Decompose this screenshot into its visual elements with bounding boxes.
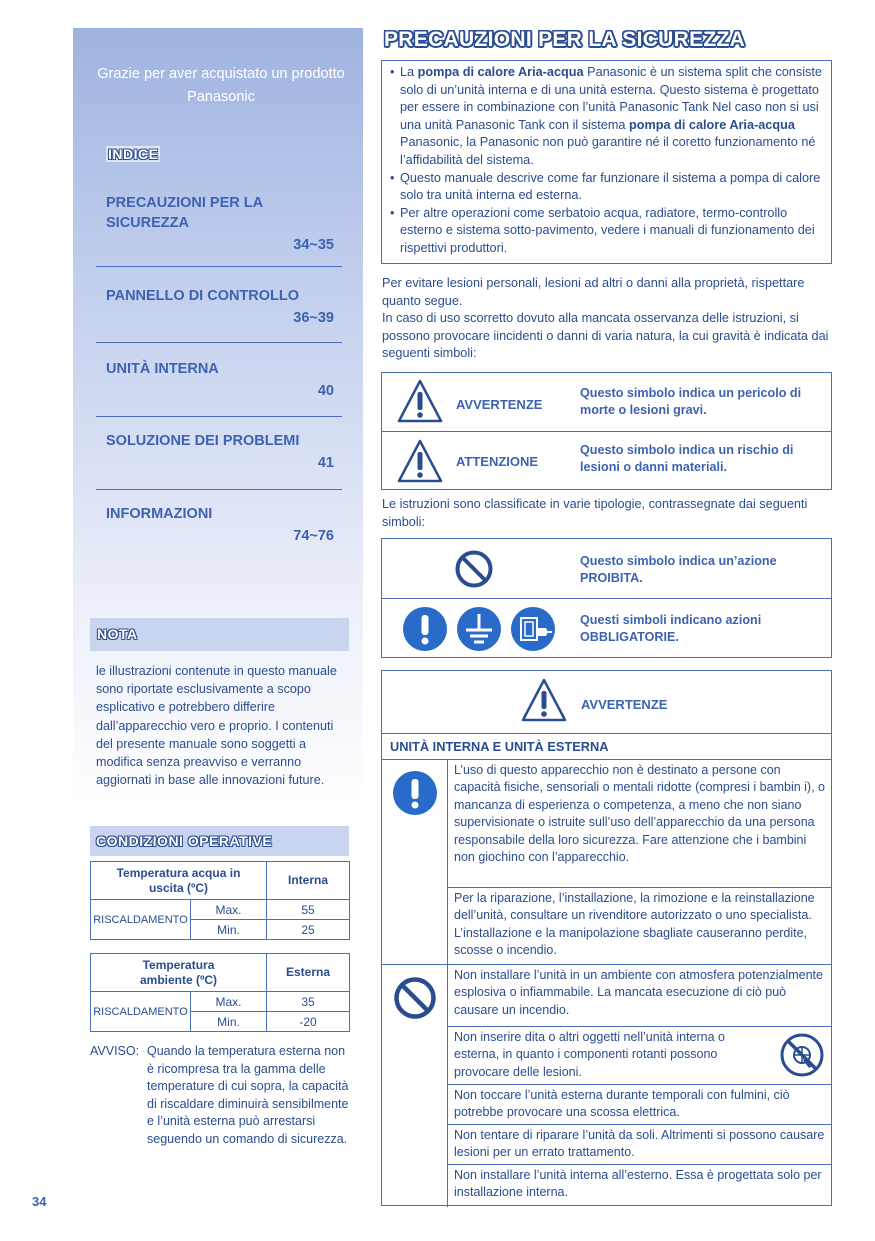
toc-pages: 34~35: [293, 237, 334, 253]
toc-divider: [96, 489, 342, 490]
toc-title: INFORMAZIONI: [106, 506, 213, 522]
table-cell-mode: RISCALDAMENTO: [91, 900, 191, 940]
symbol-row: [382, 539, 831, 599]
warning-item: L’uso di questo apparecchio non è destinato a persone con capacità fisiche, sensoriali o mentali ridotte (compresi i bambin i), o mancanza di esperienza o competenza, a meno che non siano supervisionate o istruite sull’uso dell’apparecchio da una persona responsabile della loro sicurezza. Fare attenzione che i bambini non giochino con l’apparecchio.: [448, 760, 832, 888]
paragraph: Le istruzioni sono classificate in varie tipologie, contrassegnate dai seguenti simboli:: [382, 497, 808, 529]
toc-title: UNITÀ INTERNA: [106, 361, 219, 377]
toc-pages: 36~39: [293, 310, 334, 326]
toc-item-troubleshooting[interactable]: [106, 431, 334, 473]
warnings-box: [381, 670, 832, 1206]
prohibited-icon-cell: [382, 965, 448, 1207]
severity-label: AVVERTENZE: [456, 397, 543, 412]
severity-desc: Questo simbolo indica un pericolo di morte o lesioni gravi.: [580, 386, 802, 417]
mandatory-icon: [392, 770, 438, 816]
page-title: PRECAUZIONI PER LA SICUREZZA: [384, 28, 746, 51]
table-header: Interna: [267, 862, 350, 900]
table-cell-label: Max.: [191, 992, 267, 1012]
toc-pages: 74~76: [293, 528, 334, 544]
ground-connection-icon: [456, 606, 502, 652]
toc-title: SOLUZIONE DEI PROBLEMI: [106, 433, 300, 449]
toc-title: PANNELLO DI CONTROLLO: [106, 288, 300, 304]
conditions-table-indoor: [90, 861, 350, 940]
nota-heading: NOTA: [97, 626, 138, 642]
intro-bullet: • La pompa di calore Aria-acqua Panasonic è un sistema split che consiste solo di un’unità interna e di una unità esterna. Questo sistema è progettato per essere in combinazione con l’unità Panasonic Tank Nel caso non si usi una unità Panasonic Tank con il sistema pompa di calore Aria-acqua Panasonic, la Panasonic non può garantire né il coretto funzionamento né l’affidabilità del sistema.: [388, 64, 825, 170]
table-cell-label: Max.: [191, 900, 267, 920]
conditions-table-outdoor: [90, 953, 350, 1032]
warning-triangle-icon: [396, 378, 444, 424]
warning-item: Non installare l’unità in un ambiente con atmosfera potenzialmente esplosiva o infiammabile. La mancata esecuzione di ciò può causare un incendio.: [448, 965, 832, 1027]
symbol-desc: Questi simboli indicano azioni OBBLIGATORIE.: [580, 613, 762, 644]
toc-item-information[interactable]: [106, 504, 334, 546]
indice-heading: INDICE: [108, 146, 159, 162]
toc-divider: [96, 416, 342, 417]
nota-text: le illustrazioni contenute in questo manuale sono riportate esclusivamente a scopo esplicativo e potrebbero differire dall’apparecchio vero e proprio. I contenuti del presente manuale sono soggetti a modifica senza preavviso e verranno aggiornati in base alle innovazioni future.: [96, 664, 337, 788]
table-header: Temperatura ambiente (ºC): [91, 954, 267, 992]
table-cell-value: 35: [267, 992, 350, 1012]
no-fingers-icon: [779, 1032, 825, 1078]
severity-row: [382, 373, 831, 432]
mandatory-icon: [402, 606, 448, 652]
warnings-header-label: AVVERTENZE: [581, 697, 668, 712]
mandatory-icon-cell: [382, 760, 448, 965]
prohibited-icon: [454, 549, 494, 589]
table-cell-value: 55: [267, 900, 350, 920]
prohibited-icon: [392, 975, 438, 1021]
table-header: Esterna: [267, 954, 350, 992]
toc-item-safety[interactable]: [106, 193, 334, 255]
warning-item: Non tentare di riparare l’unità da soli. Altrimenti si possono causare lesioni per un errato trattamento.: [448, 1125, 832, 1165]
warnings-header: [382, 671, 831, 734]
intro-bullet: • Questo manuale descrive come far funzionare il sistema a pompa di calore solo tra unità interna ed esterna.: [388, 170, 825, 205]
toc-item-control-panel[interactable]: [106, 286, 334, 328]
toc-pages: 40: [317, 383, 334, 399]
warning-item: Per la riparazione, l’installazione, la rimozione e la reinstallazione dell’unità, consultare un rivenditore autorizzato o uno specialista. L’installazione e la manipolazione sbagliate causeranno perdite, scosse o incendio.: [448, 888, 832, 965]
table-header: Temperatura acqua in uscita (ºC): [91, 862, 267, 900]
warning-triangle-icon: [520, 677, 568, 723]
toc-divider: [96, 342, 342, 343]
toc-title: PRECAUZIONI PER LA SICUREZZA: [106, 195, 263, 231]
table-cell-value: 25: [267, 920, 350, 940]
unplug-icon: [510, 606, 556, 652]
symbol-row: [382, 599, 831, 658]
avviso-note: [90, 1043, 352, 1148]
severity-row: [382, 432, 831, 490]
intro-bullet: • Per altre operazioni come serbatoio acqua, radiatore, termo-controllo esterno e sistema sotto-pavimento, vedere i manuali di funzionamento dei rispettivi produttori.: [388, 205, 825, 258]
conditions-heading: CONDIZIONI OPERATIVE: [96, 833, 273, 849]
table-cell-mode: RISCALDAMENTO: [91, 992, 191, 1032]
warnings-subheader: UNITÀ INTERNA E UNITÀ ESTERNA: [382, 734, 831, 760]
severity-symbols-box: [381, 372, 832, 490]
toc-pages: 41: [317, 455, 334, 471]
intro-box: [381, 60, 832, 264]
thanks-message: Grazie per aver acquistato un prodotto Panasonic: [97, 66, 345, 105]
instruction-symbols-box: [381, 538, 832, 658]
avviso-label: AVVISO:: [90, 1044, 140, 1058]
toc-item-indoor-unit[interactable]: [106, 359, 334, 401]
severity-desc: Questo simbolo indica un rischio di lesioni o danni materiali.: [580, 443, 794, 474]
table-cell-label: Min.: [191, 920, 267, 940]
avviso-text: Quando la temperatura esterna non è ricompresa tra la gamma delle temperature di cui sopra, la capacità di riscaldare diminuirà sensibilmente e l’unità esterna può arrestarsi seguendo un comando di sicurezza.: [147, 1044, 349, 1146]
toc-divider: [96, 266, 342, 267]
caution-triangle-icon: [396, 438, 444, 484]
table-cell-value: -20: [267, 1012, 350, 1032]
paragraph: Per evitare lesioni personali, lesioni ad altri o danni alla proprietà, rispettare quanto segue. In caso di uso scorretto dovuto alla mancata osservanza delle istruzioni, si possono provocare iincidenti o danni di varia natura, la cui gravità è indicata dai seguenti simboli:: [382, 276, 829, 361]
warning-item: Non inserire dita o altri oggetti nell’unità interna o esterna, in quanto i componenti rotanti possono provocare delle lesioni.: [448, 1027, 832, 1085]
table-cell-label: Min.: [191, 1012, 267, 1032]
page-number: 34: [32, 1194, 47, 1209]
severity-label: ATTENZIONE: [456, 454, 539, 469]
symbol-desc: Questo simbolo indica un’azione PROIBITA.: [580, 554, 777, 585]
warning-item: Non installare l’unità interna all’esterno. Essa è progettata solo per installazione interna.: [454, 1168, 822, 1200]
warning-item: Non toccare l’unità esterna durante temporali con fulmini, ciò potrebbe provocare una scossa elettrica.: [448, 1085, 832, 1125]
